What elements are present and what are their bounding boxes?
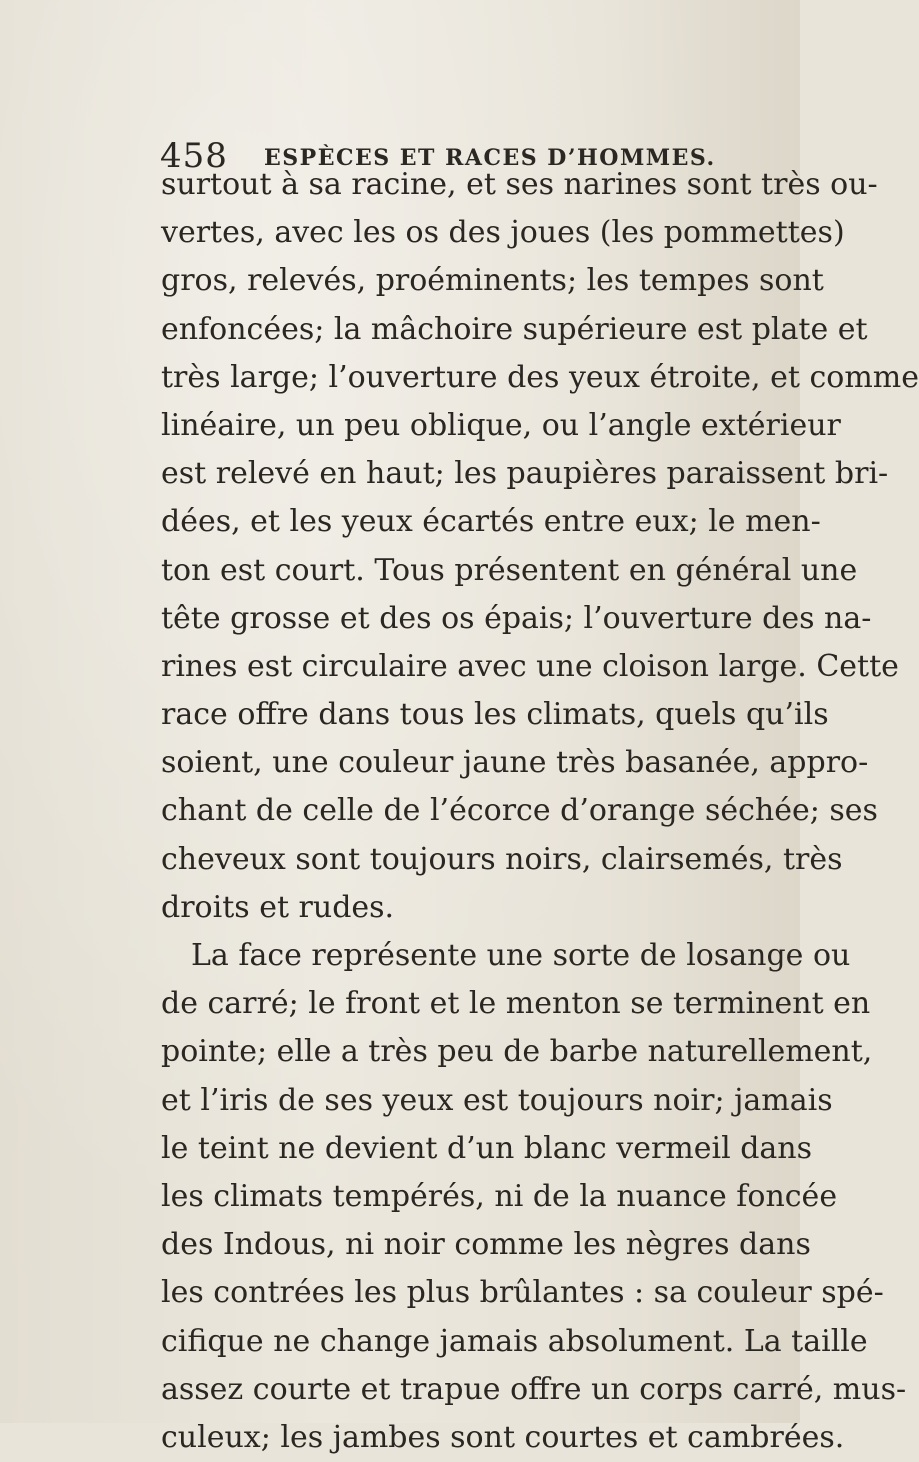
text-line: cifique ne change jamais absolument. La taille [161,1323,868,1359]
text-line: tête grosse et des os épais; l’ouverture des na- [161,600,872,636]
text-line: chant de celle de l’écorce d’orange séchée; ses [161,793,878,829]
text-line: le teint ne devient d’un blanc vermeil dans [161,1130,813,1166]
text-line: des Indous, ni noir comme les nègres dans [161,1227,811,1263]
text-line: de carré; le front et le menton se terminent en [161,986,871,1022]
text-line: vertes, avec les os des joues (les pommettes) [161,215,845,251]
text-line: dées, et les yeux écartés entre eux; le men- [161,504,821,540]
body-text [161,161,919,1462]
page-number: 458 [160,136,228,176]
text-line: gros, relevés, proéminents; les tempes sont [161,263,824,299]
text-line: très large; l’ouverture des yeux étroite, et comme [161,359,919,395]
text-line: assez courte et trapue offre un corps carré, mus- [161,1371,907,1407]
text-line: cheveux sont toujours noirs, clairsemés, très [161,841,843,877]
text-line: linéaire, un peu oblique, ou l’angle extérieur [161,407,841,443]
text-line: surtout à sa racine, et ses narines sont très ou- [161,167,878,202]
text-line: rines est circulaire avec une cloison large. Cette [161,648,899,684]
text-line: race offre dans tous les climats, quels qu’ils [161,697,829,733]
text-line: soient, une couleur jaune très basanée, appro- [161,745,869,781]
text-line: et l’iris de ses yeux est toujours noir; jamais [161,1082,833,1118]
text-line: culeux; les jambes sont courtes et cambrées. [161,1419,845,1455]
text-line: les contrées les plus brûlantes : sa couleur spé- [161,1275,884,1311]
text-line: pointe; elle a très peu de barbe naturellement, [161,1034,873,1070]
running-head: ESPÈCES ET RACES D’HOMMES. [264,145,716,171]
text-line: enfoncées; la mâchoire supérieure est plate et [161,311,868,347]
text-line: les climats tempérés, ni de la nuance foncée [161,1178,838,1214]
paragraph-end-line: droits et rudes. [161,889,395,925]
text-line: est relevé en haut; les paupières paraissent bri- [161,456,889,492]
text-line: ton est court. Tous présentent en général une [161,552,858,588]
paragraph-start-line: La face représente une sorte de losange ou [191,938,851,973]
